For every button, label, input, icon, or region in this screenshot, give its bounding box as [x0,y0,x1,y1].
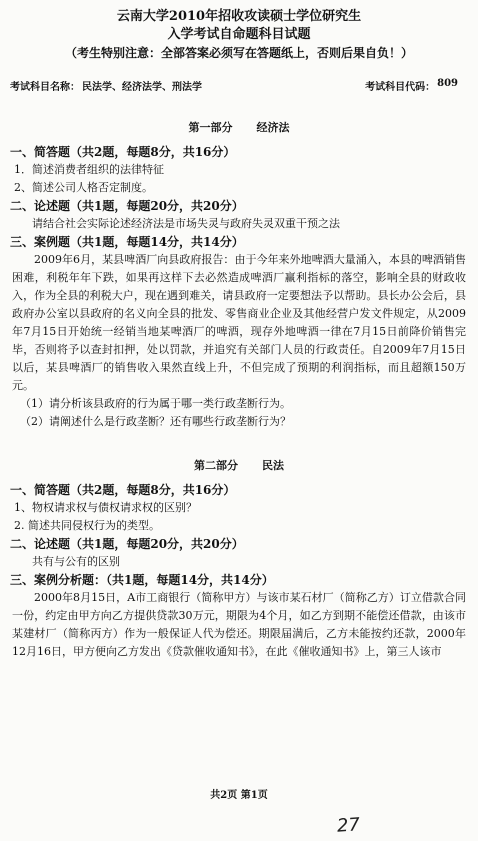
subject-name-value: 民法学、经济法学、刑法学 [82,82,202,93]
part2-title-part: 第二部分 [194,459,238,472]
part1-title-subject: 经济法 [256,121,290,134]
part2-short-answer-heading: 一、简答题（共2题，每题8分，共16分） [10,483,236,497]
page-footer: 共2页 第1页 [210,790,268,801]
part1-case-heading: 三、案例题（共1题，每题14分，共14分） [10,235,244,249]
part2-case-paragraph: 2000年8月15日，A市工商银行（简称甲方）与该市某石材厂（简称乙方）订立借款合同一份，约定由甲方向乙方提供贷款30万元，期限为4个月，如乙方到期不能偿还借款，由该市某建材厂（简称丙方）作为一般保证人代为偿还。期限届满后，乙方未能按约还款，2000年12月16日，甲方便向乙方发出《贷款催收通知书》，在此《催收通知书》上，第三人该市 [12,591,466,658]
part2-short-answer-item: 1、物权请求权与债权请求权的区别？ [14,501,197,514]
part2-essay-heading: 二、论述题（共1题，每题20分，共20分） [10,537,244,551]
part1-essay-item: 请结合社会实际论述经济法是市场失灵与政府失灵双重干预之法 [32,217,340,230]
part1-short-answer-item: 1．简述消费者组织的法律特征 [14,163,164,176]
subject-code-label: 考试科目代码： [365,82,436,93]
exam-notice: （考生特别注意：全部答案必须写在答题纸上，否则后果自负！） [64,46,413,60]
subject-name-label: 考试科目名称： [10,82,80,93]
part1-short-answer-item: 2、简述公司人格否定制度。 [14,181,153,194]
part1-title [10,119,468,135]
subject-code-value: 809 [437,78,458,89]
part1-short-answer-heading: 一、简答题（共2题，每题8分，共16分） [10,145,236,159]
part1-case-question: （2）请阐述什么是行政垄断？还有哪些行政垄断行为？ [20,415,291,428]
part2-title [10,457,468,473]
part2-essay-item: 共有与公有的区别 [32,555,120,568]
part1-essay-heading: 二、论述题（共1题，每题20分，共20分） [10,199,244,213]
part1-title-part: 第一部分 [188,121,233,134]
exam-title-line2: 入学考试自命题科目试题 [167,27,311,42]
exam-title-line1: 云南大学2010年招收攻读硕士学位研究生 [116,9,362,24]
part2-title-subject: 民法 [262,459,284,472]
exam-header [10,8,468,62]
subject-code [365,78,458,93]
exam-meta [10,78,468,93]
part1-case-paragraph: 2009年6月，某县啤酒厂向县政府报告：由于今年来外地啤酒大量涌入，本县的啤酒销售困难，利税年年下跌，如果再这样下去必然造成啤酒厂赢利指标的落空，影响全县的财政收入，作为全县的利税大户，现在遇到难关，请县政府一定要想法予以帮助。县长办公会后，县政府办公室以县政府的名义向全县的批发、零售商业企业及其他经营户发文件规定，从2009年7月15日开始统一经销当地某啤酒厂的啤酒，现存外地啤酒一律在7月15日前降价销售完毕，否则将予以查封扣押，处以罚款，并追究有关部门人员的行政责任。自2009年7月15日以后，某县啤酒厂的销售收入果然直线上升，不但完成了预期的利润指标，而且超额150万元。 [12,253,466,392]
handwritten-page-number: 27 [336,814,361,837]
part2-short-answer-item: 2. 简述共同侵权行为的类型。 [14,519,160,532]
subject-name [10,78,202,93]
part2-case-heading: 三、案例分析题：（共1题，每题14分，共14分） [10,573,274,587]
part1-case-question: （1）请分析该县政府的行为属于哪一类行政垄断行为。 [20,397,291,410]
